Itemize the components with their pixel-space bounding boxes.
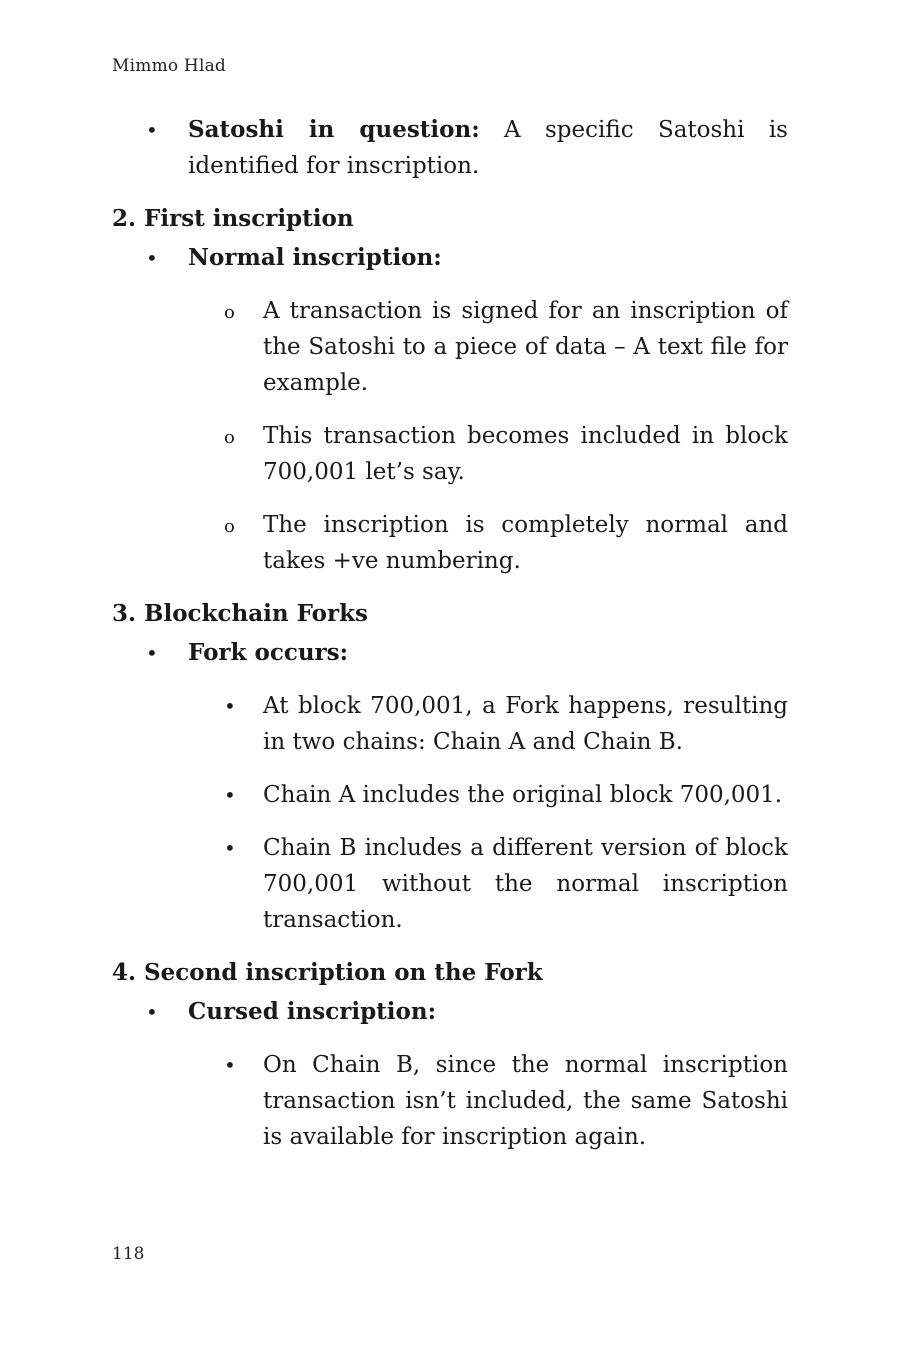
intro-bullet-text: A specific Satoshi is identified for inscription.: [188, 117, 788, 179]
list-item-text: Chain B includes a different version of block 700,001 without the normal inscription transaction.: [263, 835, 788, 933]
list-item: [112, 1047, 788, 1155]
list-item-text: Chain A includes the original block 700,001.: [263, 782, 783, 808]
cursed-inscription-bullet: [112, 994, 788, 1030]
bullet-marker: •: [224, 783, 236, 807]
list-item-text: This transaction becomes included in block 700,001 let’s say.: [263, 423, 788, 485]
list-item: [112, 777, 788, 813]
list-item-text: On Chain B, since the normal inscription transaction isn’t included, the same Satoshi is available for inscription again.: [263, 1052, 788, 1150]
bullet-marker: •: [146, 118, 158, 142]
fork-occurs-bullet: [112, 635, 788, 671]
bullet-marker: •: [224, 836, 236, 860]
fork-occurs-label: Fork occurs:: [188, 639, 349, 666]
section-heading-second-inscription: 4. Second inscription on the Fork: [112, 959, 543, 986]
page-number: 118: [112, 1244, 145, 1264]
list-item: [112, 830, 788, 938]
section-heading-first-inscription: 2. First inscription: [112, 205, 354, 232]
section-heading-blockchain-forks: 3. Blockchain Forks: [112, 600, 368, 627]
bullet-marker: •: [146, 641, 158, 665]
normal-inscription-label: Normal inscription:: [188, 244, 442, 271]
running-head: Mimmo Hlad: [112, 56, 227, 76]
bullet-marker: •: [224, 694, 236, 718]
list-item-text: At block 700,001, a Fork happens, resulting in two chains: Chain A and Chain B.: [263, 693, 788, 755]
bullet-marker: •: [224, 1053, 236, 1077]
intro-bullet: [112, 112, 788, 184]
list-item-text: A transaction is signed for an inscription of the Satoshi to a piece of data – A text file for example.: [263, 298, 788, 396]
list-item: [112, 688, 788, 760]
page-body: [112, 112, 788, 1155]
bullet-marker: •: [146, 1000, 158, 1024]
list-item-text: The inscription is completely normal and takes +ve numbering.: [263, 512, 788, 574]
list-item: [112, 507, 788, 579]
hollow-bullet-marker: o: [224, 516, 235, 537]
hollow-bullet-marker: o: [224, 302, 235, 323]
normal-inscription-bullet: [112, 240, 788, 276]
intro-bullet-label: Satoshi in question:: [188, 116, 480, 143]
bullet-marker: •: [146, 246, 158, 270]
cursed-inscription-label: Cursed inscription:: [188, 998, 437, 1025]
list-item: [112, 418, 788, 490]
hollow-bullet-marker: o: [224, 427, 235, 448]
list-item: [112, 293, 788, 401]
